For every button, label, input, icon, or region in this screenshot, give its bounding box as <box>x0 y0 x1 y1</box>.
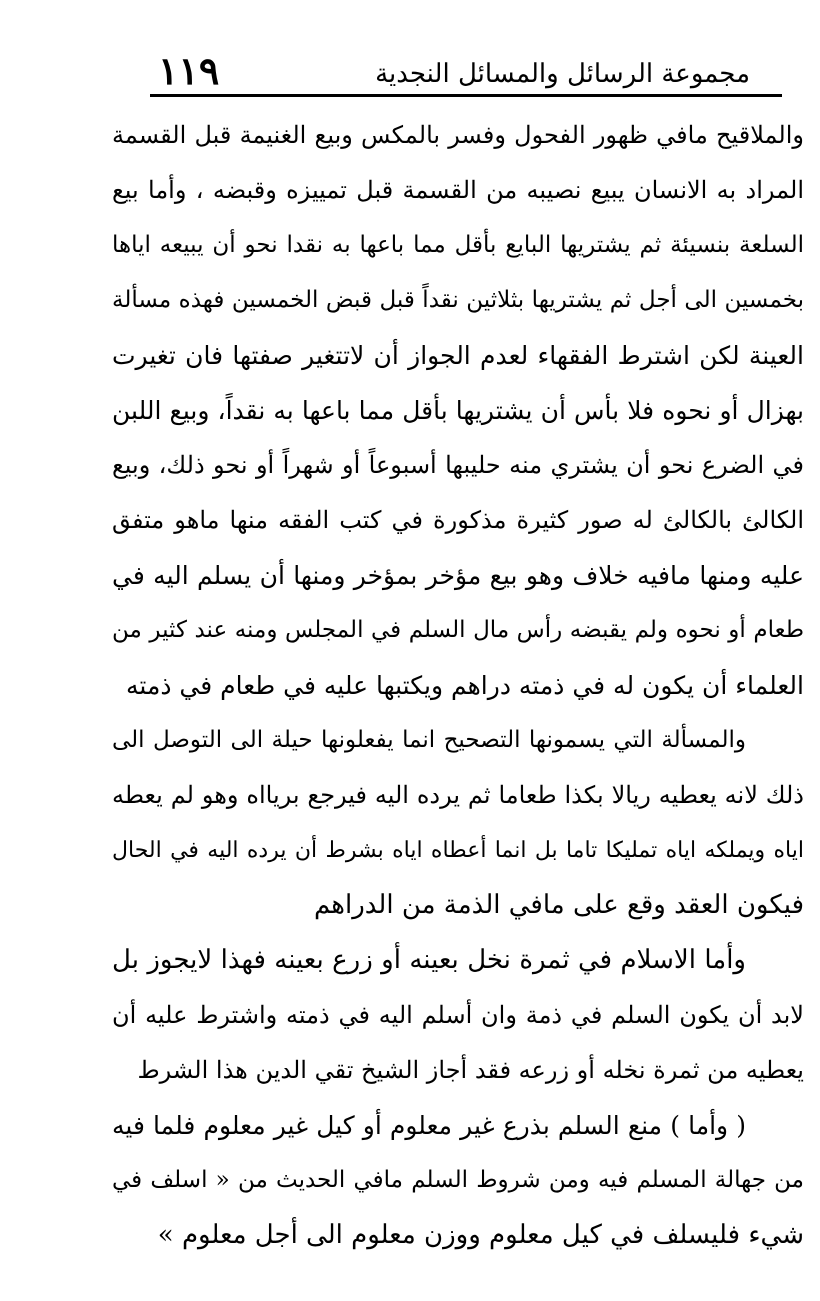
text-line-1: والملاقيح مافي ظهور الفحول وفسر بالمكس وبيع الغنيمة قبل القسمة <box>112 121 804 149</box>
text-line-18: يعطيه من ثمرة نخله أو زرعه فقد أجاز الشيخ تقي الدين هذا الشرط <box>137 1056 804 1084</box>
text-line-4: بخمسين الى أجل ثم يشتريها بثلاثين نقداً قبل قبض الخمسين فهذه مسألة <box>112 287 804 313</box>
text-line-15: فيكون العقد وقع على مافي الذمة من الدراهم <box>313 890 804 920</box>
text-line-14: اياه ويملكه اياه تمليكا تاما بل انما أعطاه اياه بشرط أن يرده اليه في الحال <box>112 838 804 863</box>
book-title: مجموعة الرسائل والمسائل النجدية <box>375 59 750 89</box>
text-line-2: المراد به الانسان يبيع نصيبه من القسمة قبل تمييزه وقبضه ، وأما بيع <box>112 176 804 204</box>
page-header <box>150 38 780 94</box>
text-line-6: بهزال أو نحوه فلا بأس أن يشتريها بأقل مما باعها به نقداً، وبيع اللبن <box>112 396 804 425</box>
text-line-13: ذلك لانه يعطيه ريالا بكذا طعاما ثم يرده اليه فيرجع بريااه وهو لم يعطه <box>112 781 804 809</box>
text-line-3: السلعة بنسيئة ثم يشتريها البايع بأقل مما باعها به نقدا نحو أن يبيعه اياها <box>112 232 804 258</box>
body-text <box>112 108 804 1263</box>
text-line-9: عليه ومنها مافيه خلاف وهو بيع مؤخر بمؤخر ومنها أن يسلم اليه في <box>112 561 804 590</box>
page-number: ١١٩ <box>158 48 220 93</box>
text-line-7: في الضرع نحو أن يشتري منه حليبها أسبوعاً أو شهراً أو نحو ذلك، وبيع <box>112 451 804 479</box>
text-line-5: العينة لكن اشترط الفقهاء لعدم الجواز أن لاتتغير صفتها فان تغيرت <box>112 341 804 370</box>
text-line-10: طعام أو نحوه ولم يقبضه رأس مال السلم في المجلس ومنه عند كثير من <box>112 617 804 643</box>
header-rule <box>150 94 782 97</box>
text-line-19: ( وأما ) منع السلم بذرع غير معلوم أو كيل غير معلوم فلما فيه <box>112 1111 746 1140</box>
text-line-12: والمسألة التي يسمونها التصحيح انما يفعلونها حيلة الى التوصل الى <box>112 727 746 753</box>
text-line-11: العلماء أن يكون له في ذمته دراهم ويكتبها عليه في طعام في ذمته <box>126 671 804 700</box>
text-line-17: لابد أن يكون السلم في ذمة وان أسلم اليه في ذمته واشترط عليه أن <box>112 1001 804 1029</box>
text-line-16: وأما الاسلام في ثمرة نخل بعينه أو زرع بعينه فهذا لايجوز بل <box>112 945 746 975</box>
text-line-8: الكالئ بالكالئ له صور كثيرة مذكورة في كتب الفقه منها ماهو متفق <box>112 506 804 534</box>
text-line-20: من جهالة المسلم فيه ومن شروط السلم مافي الحديث من « اسلف في <box>112 1167 804 1193</box>
text-line-21: شيء فليسلف في كيل معلوم ووزن معلوم الى أجل معلوم » <box>157 1220 804 1250</box>
